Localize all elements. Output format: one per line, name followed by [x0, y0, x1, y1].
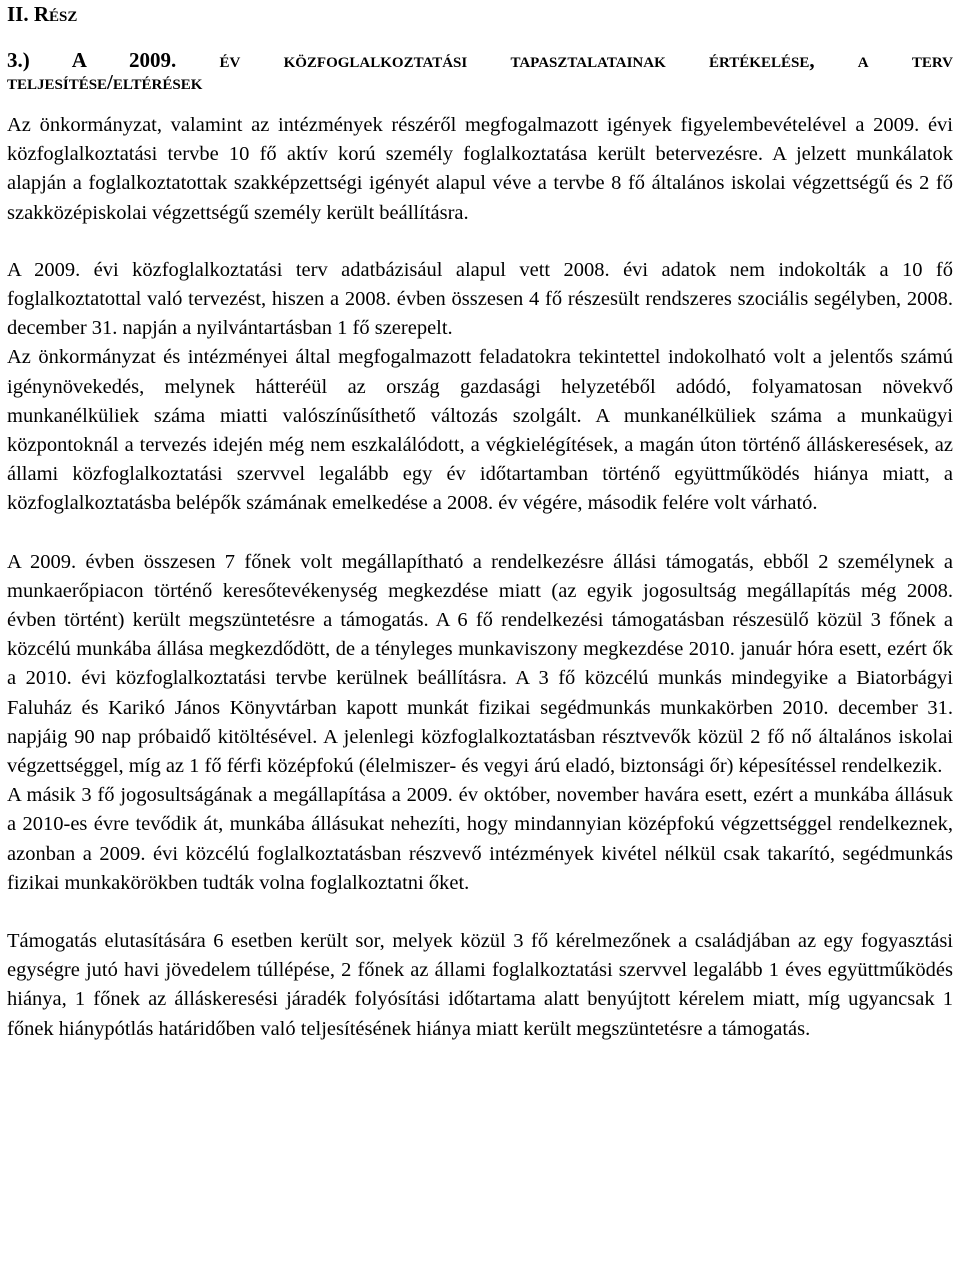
document-page [7, 0, 953, 1044]
paragraph-database-basis: A 2009. évi közfoglalkoztatási terv adatbázisául alapul vett 2008. évi adatok nem indokolták a 10 fő foglalkoztatottal való tervezést, hiszen a 2008. évben összesen 4 fő részesült rendszeres szociális segélyben, 2008. december 31. napján a nyilvántartásban 1 fő szerepelt. [7, 258, 953, 340]
paragraph-rejections: Támogatás elutasítására 6 esetben került sor, melyek közül 3 fő kérelmezőnek a családjában az egy fogyasztási egységre jutó havi jövedelem túllépése, 2 főnek az állami foglalkoztatási szervvel legalább 1 éves együttműködés hiánya, 1 főnek az álláskeresési járadék folyósítási időtartama alatt benyújtott kérelem miatt, míg ugyancsak 1 főnek hiánypótlás határidőben való teljesítésének hiánya miatt került megszüntetésre a támogatás. [7, 930, 953, 1040]
paragraph-plan-overview: Az önkormányzat, valamint az intézmények részéről megfogalmazott igények figyelembevételével a 2009. évi közfoglalkoztatási tervbe 10 fő aktív korú személy foglalkoztatása került betervezésre. A jelzett munkálatok alapján a foglalkoztatottak szakképzettségi igényét alapul véve a tervbe 8 fő általános iskolai végzettségű és 2 fő szakközépiskolai végzettségű személy került beállításra. [7, 114, 953, 224]
part-title: II. Rész [7, 2, 78, 26]
section-heading-continued: teljesítése/eltérések [7, 70, 203, 94]
paragraph-other-three: A másik 3 fő jogosultságának a megállapítása a 2009. év október, november havára esett, ezért a munkába állásuk a 2010-es évre tevődik át, munkába állásukat nehezíti, hogy mindannyian középfokú végzettséggel rendelkeznek, azonban a 2009. évi közcélú foglalkoztatásban részvevő intézmények kivétel nélkül csak takarító, segédmunkás fizikai munkakörökben tudták volna foglalkoztatni őket. [7, 784, 953, 894]
section-heading: 3.) A 2009. év közfoglalkoztatási tapasztalatainak értékelése, a terv [7, 48, 953, 72]
paragraph-demand-increase: Az önkormányzat és intézményei által megfogalmazott feladatokra tekintettel indokolható volt a jelentős számú igénynövekedés, melynek hátteréül az ország gazdasági helyzetéből adódó, folyamatosan növekvő munkanélküliek száma miatti valószínűsíthető változás szolgált. A munkanélküliek száma a munkaügyi központoknál a tervezés idején még nem eszkalálódott, a végkielégítések, a magán úton történő álláskeresések, az állami közfoglalkoztatási szervvel legalább egy év időtartamban történő együttműködés hiánya miatt, a közfoglalkoztatásba belépők számának emelkedése a 2008. év végére, második felére volt várható. [7, 346, 953, 515]
paragraph-availability-support: A 2009. évben összesen 7 főnek volt megállapítható a rendelkezésre állási támogatás, ebből 2 személynek a munkaerőpiacon történő keresőtevékenység megkezdése miatt (az egyik jogosultság megállapítás még 2008. évben történt) került megszüntetésre a támogatás. A 6 fő rendelkezési támogatásban részesülő közül 3 főnek a közcélú munkába állása megkezdődött, de a tényleges munkaviszony megkezdése 2010. január hóra esett, ezért ők a 2010. évi közfoglalkoztatási tervbe kerülnek beállításra. A 3 fő közcélú munkás mindegyike a Biatorbágyi Faluház és Karikó János Könyvtárban kapott munkát fizikai segédmunkás munkakörben 2010. december 31. napjáig 90 nap próbaidő kitöltésével. A jelenlegi közfoglalkoztatásban résztvevők közül 2 fő nő általános iskolai végzettséggel, míg az 1 fő férfi középfokú (élelmiszer- és vegyi árú eladó, biztonsági őr) képesítéssel rendelkezik. [7, 550, 953, 778]
